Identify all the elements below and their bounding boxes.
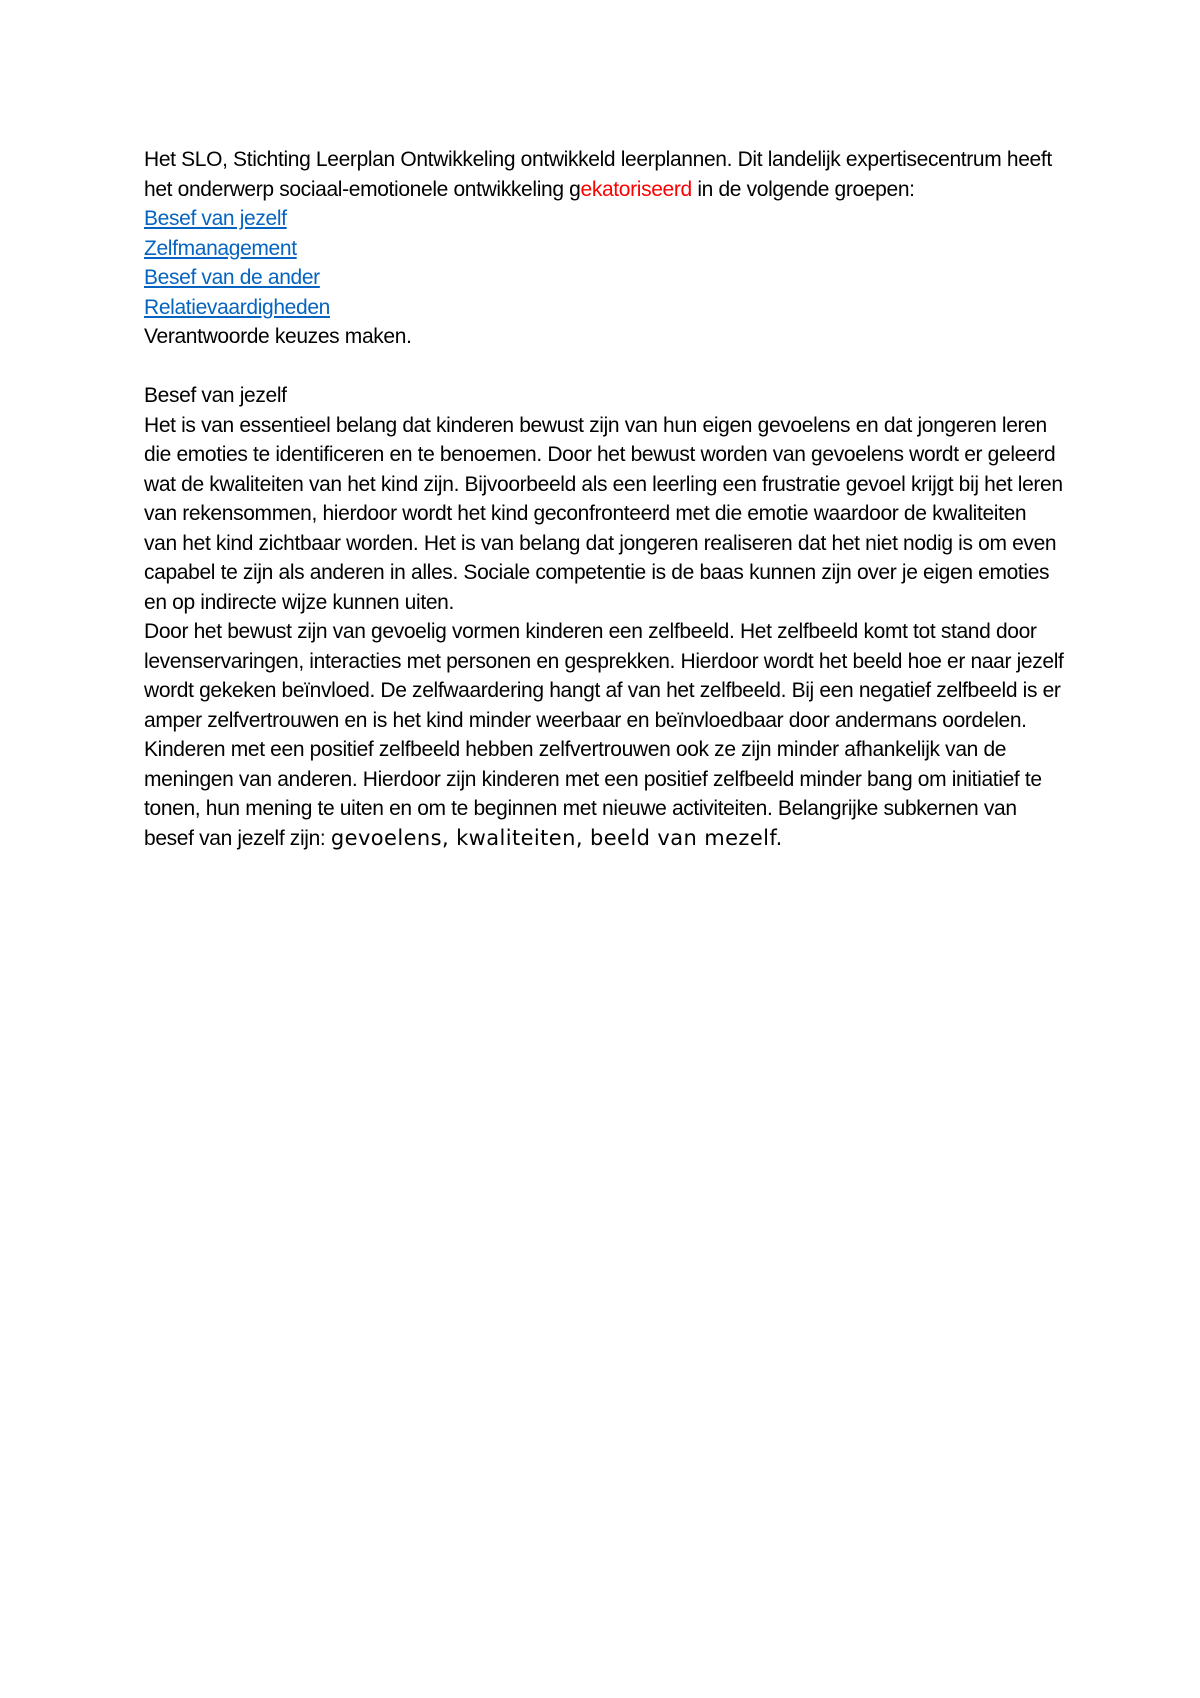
- body-paragraph-2-text: Door het bewust zijn van gevoelig vormen kinderen een zelfbeeld. Het zelfbeeld komt tot stand door levenservaringen, interacties met personen en gesprekken. Hierdoor wordt het beeld hoe er naar jezelf wordt gekeken beïnvloed. De zelfwaardering hangt af van het zelfbeeld. Bij een negatief zelfbeeld is er amper zelfvertrouwen en is het kind minder weerbaar en beïnvloedbaar door andermans oordelen. Kinderen met een positief zelfbeeld hebben zelfvertrouwen ook ze zijn minder afhankelijk van de meningen van anderen. Hierdoor zijn kinderen met een positief zelfbeeld minder bang om initiatief te tonen, hun mening te uiten en om te beginnen met nieuwe activiteiten. Belangrijke subkernen van besef van jezelf zijn:: [144, 620, 1064, 850]
- body-paragraph-1: Het is van essentieel belang dat kinderen bewust zijn van hun eigen gevoelens en dat jongeren leren die emoties te identificeren en te benoemen. Door het bewust worden van gevoelens wordt er geleerd wat de kwaliteiten van het kind zijn. Bijvoorbeeld als een leerling een frustratie gevoel krijgt bij het leren van rekensommen, hierdoor wordt het kind geconfronteerd met die emotie waardoor de kwaliteiten van het kind zichtbaar worden. Het is van belang dat jongeren realiseren dat het niet nodig is om even capabel te zijn als anderen in alles. Sociale competentie is de baas kunnen zijn over je eigen emoties en op indirecte wijze kunnen uiten.: [144, 413, 1063, 614]
- topic-link-list: [144, 204, 1064, 322]
- list-item: [144, 293, 1064, 323]
- highlighted-word: ekatoriseerd: [580, 177, 692, 201]
- subcores-list: gevoelens, kwaliteiten, beeld van mezelf.: [330, 825, 783, 850]
- last-topic-item: Verantwoorde keuzes maken.: [144, 325, 412, 348]
- link-besef-van-de-ander[interactable]: Besef van de ander: [144, 266, 320, 289]
- paragraph-spacer: [144, 352, 1064, 382]
- intro-text-end: in de volgende groepen:: [691, 177, 915, 201]
- body-paragraph-2: [144, 617, 1064, 853]
- document-body: [144, 145, 1064, 853]
- list-item: [144, 204, 1064, 234]
- section-title: Besef van jezelf: [144, 384, 287, 407]
- intro-paragraph: [144, 145, 1064, 204]
- link-zelfmanagement[interactable]: Zelfmanagement: [144, 236, 297, 260]
- link-besef-van-jezelf[interactable]: Besef van jezelf: [144, 207, 287, 230]
- intro-text-start: Het SLO, Stichting Leerplan Ontwikkeling ontwikkeld leerplannen. Dit landelijk expertisecentrum heeft het onderwerp sociaal-emotionele ontwikkeling g: [144, 148, 1052, 201]
- list-item: [144, 234, 1064, 264]
- list-item: [144, 263, 1064, 293]
- link-relatievaardigheden[interactable]: Relatievaardigheden: [144, 295, 330, 319]
